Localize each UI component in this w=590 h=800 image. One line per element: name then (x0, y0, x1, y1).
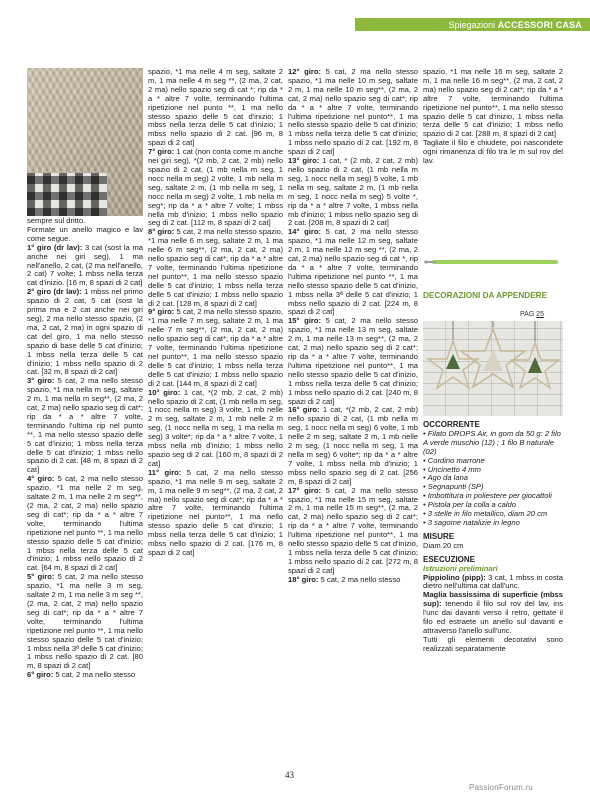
occorrente-heading: OCCORRENTE (423, 420, 480, 429)
material-item: • 3 sagome natalizie in legno (423, 517, 520, 527)
paragraph: 2° giro (dr lav): 1 mbss nel primo spazio di 2 cat, 5 cat (sost la prima ma e 2 cat anche nei giri seg), 2 ma nello stesso spazio, (2 ma, 2 cat, 2 ma) in ogni spazio di cat del giro, 1 ma nello stesso spazio di base delle 5 cat d'inizio; 1 mbss nella terza delle 5 cat d'inizio; 1 mbss nello spazio di 2 cat. [32 m, 8 spazi di 2 cat] (27, 287, 143, 377)
text-column-2 (148, 68, 283, 558)
section-banner (355, 18, 590, 31)
paragraph: 14° giro: 5 cat, 2 ma nello stesso spazio, *1 ma nelle 12 m seg, saltate 2 m, 1 ma nelle 12 m seg **, (2 ma, 2 cat, 2 ma) nello spazio seg di cat *, rip da * a * altre 7 volte, terminando l'ultima ripetizione nel punto **, 1 ma nello stesso spazio delle 5 cat d'inizio, 1 mbss nella 3ª delle 5 cat d'inizio; 1 mbss nello spazio di 2 cat. [224 m, 8 spazi di 2 cat] (288, 227, 418, 317)
paragraph: 13° giro: 1 cat, * (2 mb, 2 cat, 2 mb) nello spazio di 2 cat, (1 mb nella m seg, 1 nocc nella m seg) 5 volte, 1 mb nella m seg, saltate 2 m, (1 mb nella m seg, 1 nocc nella m seg) 5 volte *, rip da * a * altre 7 volte, 1 mbss nella mb d'inizio; 1 mbss nello spazio seg di 2 cat. [208 m, 8 spazi di 2 cat] (288, 156, 418, 228)
esecuzione-para-1: Pippiolino (pipp): 3 cat, 1 mbss in costa dietro nell'ultima cat dall'unc. (423, 572, 563, 591)
paragraph: 7° giro: 1 cat (non conta come m anche nei giri seg), *(2 mb, 2 cat, 2 mb) nello spazio di 2 cat, (1 mb nella m seg, 1 nocc nella m seg) 2 volte, 1 mb nella m seg, saltate 2 m, (1 mb nella m seg, 1 nocc nella m seg) 2 volte, 1 mb nella m seg*; rip da * a * altre 7 volte; 1 mbss nella mb d'inizio; 1 mbss nello spazio seg di 2 cat. [112 m, 8 spazi di 2 cat] (148, 147, 283, 228)
materials-block (423, 421, 563, 654)
paragraph: Formate un anello magico e lav come segue. (27, 224, 143, 243)
paragraph: 12° giro: 5 cat, 2 ma nello stesso spazio, *1 ma nelle 10 m seg, saltate 2 m, 1 ma nelle 10 m seg**, (2 ma, 2 cat, 2 ma) nello spazio seg di cat*; rip da * a * altre 7 volte, terminando l'ultima ripetizione nel punto**, 1 ma nello stesso spazio delle 5 cat d'inizio; 1 mbss nella terza delle 5 cat d'inizio; 1 mbss nello spazio di 2 cat. [192 m, 8 spazi di 2 cat] (288, 67, 418, 157)
material-item: • Filato DROPS Air, in gom da 50 g: 2 filo A verde muschio (12) ; 1 filo B naturale (02) (423, 428, 561, 456)
paragraph: 15° giro: 5 cat, 2 ma nello stesso spazio, *1 ma nelle 13 m seg, saltate 2 m, 1 ma nelle 13 m seg**, (2 ma, 2 cat, 2 ma) nello spazio seg di 2 cat*; rip da * a * altre 7 volte, terminando l'ultima ripetizione nel punto**, 1 ma nello stesso spazio delle 5 cat d'inizio, 1 mbss nella terza delle 5 cat d'inizio; 1 mbss nello spazio di 2 cat. [240 m, 8 spazi di 2 cat] (288, 316, 418, 406)
crochet-hook-icon (424, 256, 564, 268)
page-header (0, 0, 590, 36)
materials-list (423, 430, 563, 528)
esecuzione-para-2: Maglia bassissima di superficie (mbss sup): tenendo il filo sul rov del lav, ins l'unc dai davanti verso il retro, gettate il filo ed estraete un anello sul davanti e attraverso l'anello sull'unc. (423, 590, 563, 635)
paragraph: 18° giro: 5 cat, 2 ma nello stesso (288, 574, 401, 584)
esecuzione-heading: ESECUZIONE (423, 554, 476, 564)
paragraph: 9° giro: 5 cat, 2 ma nello stesso spazio, *1 ma nelle 7 m seg, saltate 2 m, 1 ma nelle 7 m seg**, (2 ma, 2 cat, 2 ma) nello spazio seg di cat*; rip da * a * altre 7 volte, terminando l'ultima ripetizione nel punto**, 1 ma nello stesso spazio delle 5 cat d'inizio; 1 mbss nella terza delle 5 cat d'inizio; 1 mbss nello spazio di 2 cat. [144 m, 8 spazi di 2 cat] (148, 307, 283, 388)
material-item: • 3 stelle in filo metallico, diam 20 cm (423, 509, 548, 519)
text-column-3 (288, 68, 418, 585)
paragraph: 6° giro: 5 cat, 2 ma nello stesso (27, 670, 136, 680)
stars-photo (423, 321, 563, 416)
paragraph: spazio, *1 ma nelle 4 m seg, saltate 2 m, 1 ma nelle 4 m seg **, (2 ma, 2 cat, 2 ma) nello spazio seg di cat *; rip da * a * altre 7 volte, terminando l'ultima ripetizione nel punto **, 1 ma nello stesso spazio delle 5 cat d'inizio; 1 mbss nella terza delle 5 cat d'inizio; 1 mbss nello spazio di 2 cat. [96 m, 8 spazi di 2 cat] (148, 67, 283, 148)
material-item: • Cordino marrone (423, 455, 485, 465)
paragraph: 3° giro: 5 cat, 2 ma nello stesso spazio, *1 ma nella m seg, saltare 2 m, 1 ma nella m seg**, (2 ma, 2 cat, 2 ma) nello spazio seg di cat*; rip da * a * altre 7 volte, terminando l'ultima rip nel punto **, 1 ma nello stesso spazio delle 5 cat d'inizio; 1 mbss nella terza delle 5 cat d'inizio; 1 mbss nello spazio di 2 cat. [48 m, 8 spazi di 2 cat] (27, 376, 143, 475)
material-item: • Imbottitura in poliestere per giocattoli (423, 491, 552, 501)
text-column-4 (423, 68, 563, 166)
text-column-1 (27, 217, 143, 680)
paragraph: sempre sul dritto. (27, 216, 86, 225)
misure-heading: MISURE (423, 531, 455, 541)
paragraph: 8° giro: 5 cat, 2 ma nello stesso spazio, *1 ma nelle 6 m seg, saltate 2 m, 1 ma nelle 6 m seg**, (2 ma, 2 cat, 2 ma) nello spazio seg di cat*; rip da * a * altre 7 volte, terminando l'ultima ripetizione nel punto**, 1 ma nello stesso spazio delle 5 cat d'inizio; 1 mbss nella terza delle 5 cat d'inizio; 1 mbss nello spazio di 2 cat. [128 m, 8 spazi di 2 cat] (148, 227, 283, 308)
esecuzione-para-3: Tutti gli elementi decorativi sono realizzati separatamente (423, 634, 563, 653)
paragraph: 10° giro: 1 cat, *(2 mb, 2 cat, 2 mb) nello spazio di 2 cat, (1 mb nella m seg, 1 nocc nella m seg) 3 volte, 1 mb nelle 2 m seg, saltate 2 m, 1 mb nelle 2 m seg, (1 nocc nella m seg, 1 ma nella m seg) 3 volte*; rip da * a * altre 7 volte, 1 mbss nella mb d'inizio; 1 mbss nello spazio seg di 2 cat. [160 m, 8 spazi di 2 cat] (148, 387, 283, 468)
paragraph: Tagliate il filo e chiudete, poi nascondete ogni rimanenza di filo tra le m sul rov del lav. (423, 138, 563, 166)
material-item: • Pistola per la colla a caldo (423, 500, 516, 510)
paragraph: 5° giro: 5 cat, 2 ma nello stesso spazio, *1 ma nelle 3 m seg, saltate 2 m, 1 ma nelle 3 m seg **, (2 ma, 2 cat, 2 ma) nello spazio seg di cat*; rip da * a * altre 7 volte, terminando l'ultima ripetizione nel punto **, 1 ma nello stesso spazio delle 5 cat d'inizio; 1 mbss nella 3ª delle 5 cat d'inizio; 1 mbss nello spazio di 2 cat. [80 m, 8 spazi di 2 cat] (27, 572, 143, 671)
material-item: • Segnapunti (SP) (423, 482, 484, 492)
paragraph: 11° giro: 5 cat, 2 ma nello stesso spazio, *1 ma nelle 9 m seg, saltate 2 m, 1 ma nelle 9 m seg**, (2 ma, 2 cat, 2 ma) nello spazio seg di cat*; rip da * a * altre 7 volte, terminando l'ultima ripetizione nel punto**, 1 ma nello stesso spazio delle 5 cat d'inizio; 1 mbss nella terza delle 5 cat d'inizio; 1 mbss nello spazio di 2 cat. [176 m, 8 spazi di 2 cat] (148, 467, 283, 557)
esecuzione-subheading: Istruzioni preliminari (423, 563, 498, 573)
paragraph: 17° giro: 5 cat, 2 ma nello stesso spazio, *1 ma nelle 15 m seg, saltate 2 m, 1 ma nelle 15 m seg**, (2 ma, 2 cat, 2 ma) nello spazio seg di 2 cat*; rip da * a * altre 7 volte, terminando l'ultima ripetizione nel punto**, 1 ma nello stesso spazio delle 5 cat d'inizio, 1 mbss nella terza delle 5 cat d'inizio; 1 mbss nello spazio di 2 cat. [272 m, 8 spazi di 2 cat] (288, 485, 418, 575)
watermark: PassionForum.ru (469, 783, 533, 792)
page-reference: PAG 25 (520, 311, 545, 318)
section-label: Spiegazioni ACCESSORI CASA (448, 19, 582, 30)
misure-text: Diam 20 cm (423, 540, 464, 550)
section-title: DECORAZIONI DA APPENDERE (423, 291, 548, 300)
material-item: • Ago da lana (423, 473, 469, 483)
page-number: 43 (285, 770, 294, 780)
paragraph: 4° giro: 5 cat, 2 ma nello stesso spazio, *1 ma nelle 2 m seg, saltate 2 m, 1 ma nelle 2 m seg**, (2 ma, 2 cat, 2 ma) nello spazio seg di cat*; rip da * a * altre 7 volte, terminando l'ultima ripetizione nel punto **, 1 ma nello stesso spazio delle 5 cat d'inizio; 1 mbss nella terza delle 5 cat d'inizio; 1 mbss nello spazio di 2 cat. [64 m, 8 spazi di 2 cat] (27, 474, 143, 573)
material-item: • Uncinetto 4 mm (423, 464, 481, 474)
paragraph: 1° giro (dr lav): 3 cat (sost la ma anche nei giri seg), 1 ma nell'anello, 2 cat, (2 ma nell'anello, 2 cat) 7 volte; 1 mbss nella terza cat d'inizio. [16 m, 8 spazi di 2 cat] (27, 242, 143, 288)
paragraph: 16° giro: 1 cat, *(2 mb, 2 cat, 2 mb) nello spazio di 2 cat, (1 mb nella m seg, 1 nocc nella m seg) 6 volte, 1 mb nelle 2 m seg, saltate 2 m, 1 mb nelle 2 m seg, (1 nocc nella m seg, 1 ma nella m seg) 6 volte*; rip da * a * altre 7 volte, 1 mbss nella mb d'inizio; 1 mbss nello spazio seg di 2 cat. [256 m, 8 spazi di 2 cat] (288, 405, 418, 486)
knitted-photo (27, 68, 143, 216)
paragraph: spazio, *1 ma nelle 16 m seg, saltate 2 m, 1 ma nelle 16 m seg**, (2 ma, 2 cat, 2 ma) nello spazio seg di 2 cat*; rip da * a * altre 7 volte, terminando l'ultima ripetizione nel punto**, 1 ma nello stesso spazio delle 5 cat d'inizio, 1 mbss nella terza delle 5 cat d'inizio; 1 mbss nello spazio di 2 cat. [288 m, 8 spazi di 2 cat] (423, 67, 563, 139)
